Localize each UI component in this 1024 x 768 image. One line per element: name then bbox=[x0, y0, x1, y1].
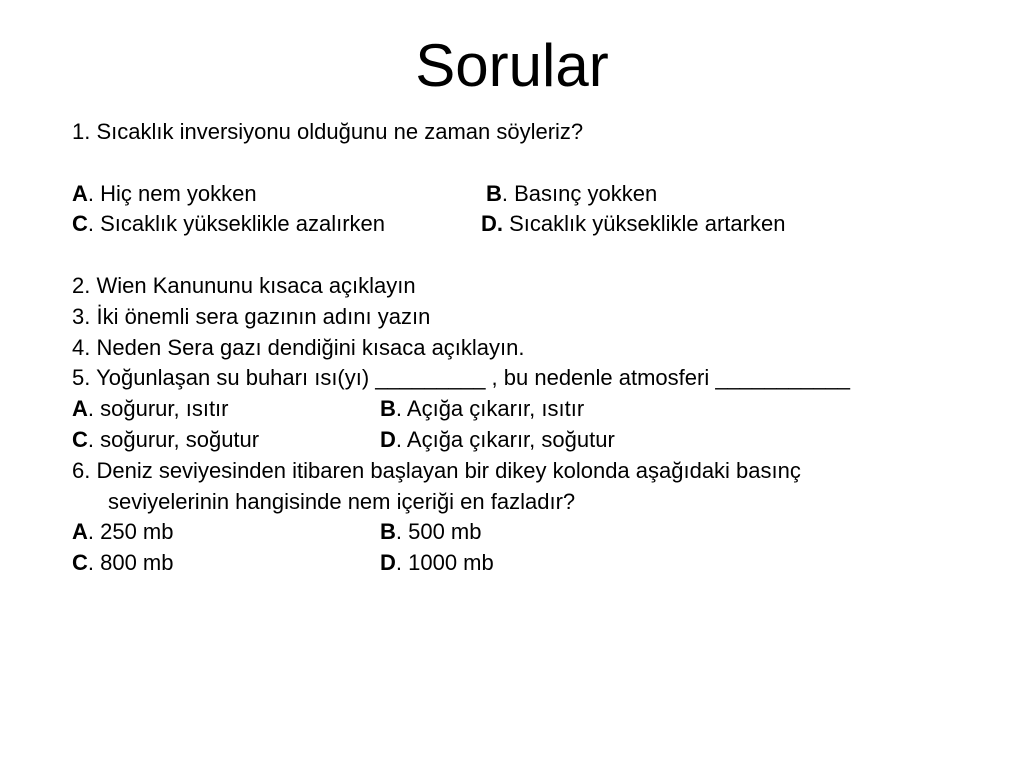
option-text: . Sıcaklık yükseklikle azalırken bbox=[87, 211, 385, 237]
option-text: . Basınç yokken bbox=[501, 180, 658, 206]
q5-options-row-1 bbox=[72, 394, 1012, 425]
question-3: 3. İki önemli sera gazının adını yazın bbox=[72, 303, 431, 329]
option-text: . Açığa çıkarır, ısıtır bbox=[395, 396, 585, 422]
option-letter: B bbox=[380, 396, 396, 422]
option-text: . Hiç nem yokken bbox=[87, 180, 257, 206]
question-5: 5. Yoğunlaşan su buharı ısı(yı) _________ , bu nedenle atmosferi ___________ bbox=[72, 365, 850, 391]
q5-option-a bbox=[72, 394, 229, 425]
question-6-line-1: 6. Deniz seviyesinden itibaren başlayan bir dikey kolonda aşağıdaki basınç bbox=[72, 457, 801, 483]
option-letter: C bbox=[72, 211, 88, 237]
q1-options-row-1 bbox=[72, 179, 1012, 210]
option-letter: C bbox=[72, 550, 88, 576]
q6-options-row-2 bbox=[72, 548, 1012, 579]
question-2: 2. Wien Kanununu kısaca açıklayın bbox=[72, 272, 416, 298]
question-4: 4. Neden Sera gazı dendiğini kısaca açıklayın. bbox=[72, 334, 525, 360]
questions-body bbox=[72, 117, 1012, 579]
option-text: . Açığa çıkarır, soğutur bbox=[395, 426, 615, 452]
q6-option-a bbox=[72, 517, 174, 548]
q1-option-a bbox=[72, 179, 257, 210]
q6-option-d bbox=[380, 548, 494, 579]
spacer bbox=[72, 240, 1012, 271]
option-text: . 1000 mb bbox=[395, 550, 494, 576]
option-letter: A bbox=[72, 180, 88, 206]
option-letter: A bbox=[72, 519, 88, 545]
q6-option-c bbox=[72, 548, 174, 579]
q6-options-row-1 bbox=[72, 517, 1012, 548]
q5-option-c bbox=[72, 425, 259, 456]
option-text: Sıcaklık yükseklikle artarken bbox=[503, 211, 786, 237]
q1-options-row-2 bbox=[72, 209, 1012, 240]
option-letter: D bbox=[380, 426, 396, 452]
question-6-line-2: seviyelerinin hangisinde nem içeriği en fazladır? bbox=[108, 488, 576, 514]
option-letter: A bbox=[72, 396, 88, 422]
q5-options-row-2 bbox=[72, 425, 1012, 456]
q1-option-d bbox=[481, 209, 785, 240]
option-text: . soğurur, soğutur bbox=[87, 426, 260, 452]
q5-option-d bbox=[380, 425, 615, 456]
option-letter: B bbox=[380, 519, 396, 545]
option-letter: D. bbox=[481, 211, 503, 237]
option-text: . 500 mb bbox=[395, 519, 482, 545]
option-text: . 800 mb bbox=[87, 550, 174, 576]
q5-option-b bbox=[380, 394, 584, 425]
question-1: 1. Sıcaklık inversiyonu olduğunu ne zaman söyleriz? bbox=[72, 119, 584, 144]
option-letter: D bbox=[380, 550, 396, 576]
option-letter: B bbox=[486, 180, 502, 206]
option-letter: C bbox=[72, 426, 88, 452]
q1-option-c bbox=[72, 209, 385, 240]
q1-option-b bbox=[486, 179, 657, 210]
q6-option-b bbox=[380, 517, 482, 548]
slide-title: Sorular bbox=[415, 32, 609, 99]
option-text: . 250 mb bbox=[87, 519, 174, 545]
option-text: . soğurur, ısıtır bbox=[87, 396, 229, 422]
spacer bbox=[72, 148, 1012, 179]
